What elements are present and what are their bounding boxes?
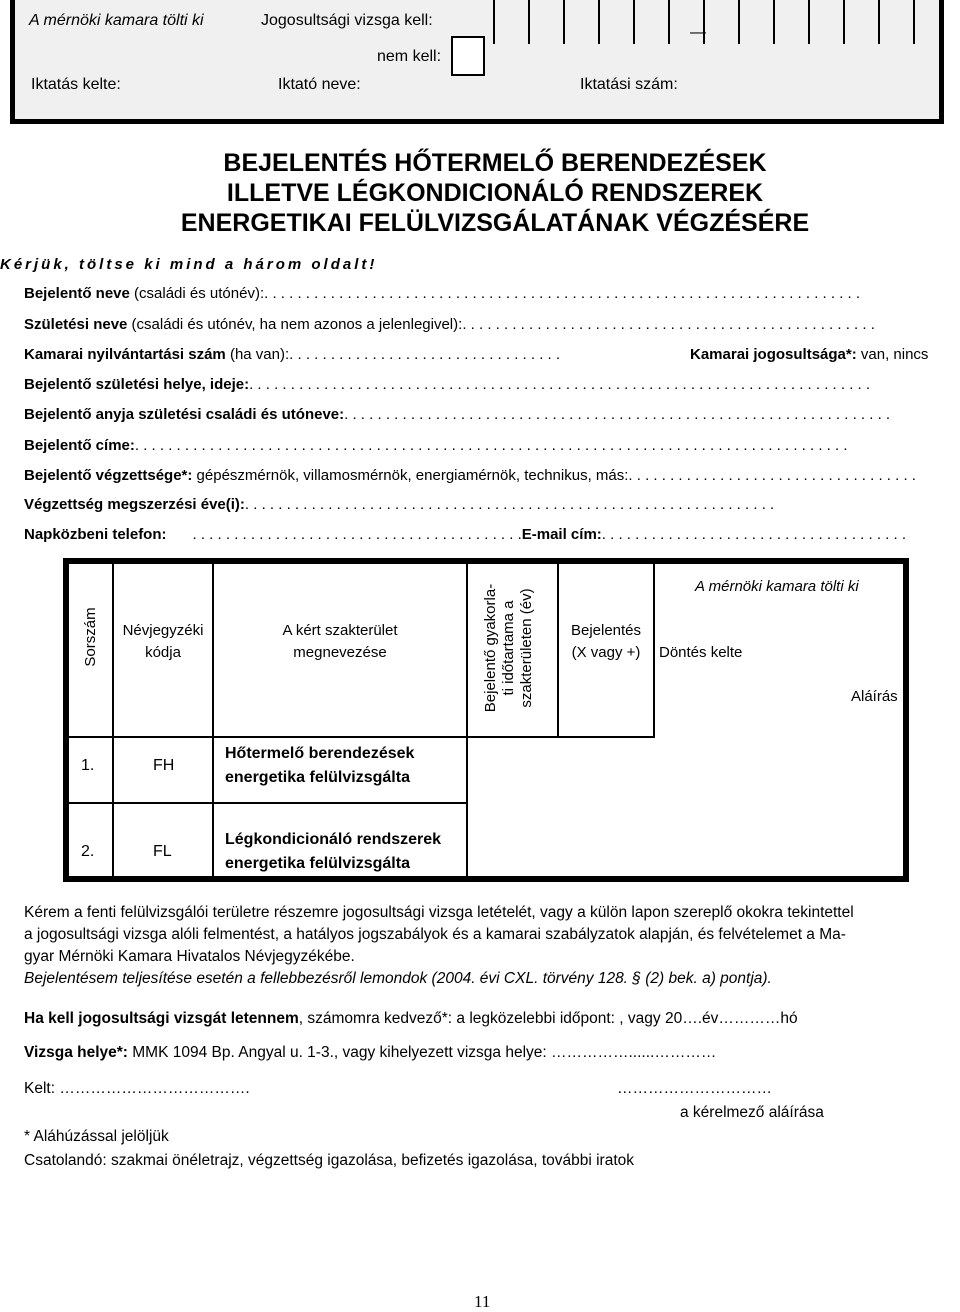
dot-leader: . . . . . . . . . . . . . . . . . . . . . . . . . . . . . . . . . . . . . . . . . . . . . . . . . . (462, 316, 875, 333)
row-1-field-name-line-2: energetika felülvizsgálta (225, 769, 410, 786)
row-2-code: FL (153, 843, 172, 860)
field-birth-name-hint: (családi és utónév, ha nem azonos a jelenlegivel): (127, 316, 463, 333)
request-line-3: gyar Mérnöki Kamara Hivatalos Névjegyzékébe. (24, 948, 355, 965)
header-application-mark (559, 620, 653, 664)
header-practice-line-2: ti időtartama a (500, 600, 517, 696)
dot-leader: . . . . . . . . . . . . . . . . . . . . . . . . . . . . . . . . . (289, 346, 561, 363)
header-dash: — (690, 24, 706, 41)
row-2-field-name-line-1: Légkondicionáló rendszerek (225, 831, 442, 848)
field-birth-name[interactable] (24, 316, 875, 333)
application-table (63, 558, 909, 882)
dot-leader: . . . . . . . . . . . . . . . . . . . . . . . . . . . . . . . . . . . . . (601, 526, 907, 543)
signature-label: a kérelmező aláírása (680, 1104, 824, 1121)
dot-leader: . . . . . . . . . . . . . . . . . . . . . . . . . . . . . . . . . . . . . . . . . . . . . . . . . . . . . . . . . . . . . . . . . . . . . . . . (264, 285, 861, 302)
dot-leader: . . . . . . . . . . . . . . . . . . . . . . . . . . . . . . . . . . . . . . . . . . . . . . . . . . . . . . . . . . . . . . . . . . . . . . . . . . . . . . . . . . . . . . (134, 437, 848, 454)
header-chamber-only: A mérnöki kamara tölti ki (695, 578, 859, 595)
header-registration-number-label: Iktatási szám: (580, 76, 678, 93)
exam-place-options: MMK 1094 Bp. Angyal u. 1-3., vagy kihelyezett vizsga helye: ……………......………… (127, 1044, 717, 1061)
footnote: * Aláhúzással jelöljük (24, 1128, 169, 1145)
table-divider (69, 736, 655, 738)
exam-place-line[interactable] (24, 1042, 944, 1064)
field-chamber-number[interactable] (24, 346, 560, 363)
header-exam-required-label: Jogosultsági vizsga kell: (261, 12, 433, 29)
header-practice-line-1: Bejelentő gyakorla- (482, 583, 499, 713)
header-code-line-2: kódja (145, 644, 181, 661)
header-application-line-1: Bejelentés (570, 622, 642, 639)
header-registration-date-label: Iktatás kelte: (31, 76, 121, 93)
field-email-label: E-mail cím: (521, 526, 602, 543)
field-address-label: Bejelentő címe: (24, 437, 135, 454)
table-divider (653, 564, 655, 738)
field-birth-place-label: Bejelentő születési helye, ideje: (24, 376, 250, 393)
registration-header-box (10, 0, 944, 124)
header-practice-years (482, 568, 542, 728)
dot-leader: . . . . . . . . . . . . . . . . . . . . . . . . . . . . . . . . . . . . . . . . (192, 526, 522, 543)
field-birth-name-label: Születési neve (24, 316, 128, 333)
row-2-number: 2. (81, 843, 95, 860)
table-divider (69, 802, 466, 804)
form-title-line-1: BEJELENTÉS HŐTERMELŐ BERENDEZÉSEK (223, 149, 767, 177)
row-2-field-name (225, 828, 441, 876)
header-not-required-label: nem kell: (377, 48, 442, 65)
field-applicant-name[interactable] (24, 285, 860, 302)
field-phone-label: Napközbeni telefon: (24, 526, 167, 543)
table-divider (212, 564, 214, 876)
row-1-field-name (225, 742, 414, 790)
field-qualification-year-label: Végzettség megszerzési éve(i): (24, 496, 245, 513)
field-chamber-number-label: Kamarai nyilvántartási szám (24, 346, 226, 363)
header-sorszam: Sorszám (82, 607, 99, 667)
header-decision-date: Döntés kelte (659, 644, 743, 661)
header-application-line-2: (X vagy +) (571, 644, 641, 661)
field-address[interactable] (24, 437, 848, 454)
header-registrar-name-label: Iktató neve: (278, 76, 361, 93)
exam-date-line[interactable] (24, 1008, 944, 1030)
field-mother-name-label: Bejelentő anyja születési családi és utóneve: (24, 406, 345, 423)
request-line-1: Kérem a fenti felülvizsgálói területre részemre jogosultsági vizsga letételét, vagy a külön lapon szereplő okokra tekintettel (24, 904, 854, 921)
form-title-line-3: ENERGETIKAI FELÜLVIZSGÁLATÁNAK VÉGZÉSÉRE (180, 209, 810, 237)
table-divider (112, 564, 114, 876)
header-kamara-label: A mérnöki kamara tölti ki (29, 12, 204, 29)
row-1-field-name-line-1: Hőtermelő berendezések (225, 745, 415, 762)
exam-code-cells[interactable] (493, 0, 948, 44)
exam-date-label: Ha kell jogosultsági vizsgát letennem (24, 1010, 299, 1027)
field-chamber-entitlement-label: Kamarai jogosultsága*: (690, 346, 857, 363)
dot-leader: . . . . . . . . . . . . . . . . . . . . . . . . . . . . . . . . . . . . . . . . . . . . . . . . . . . . . . . . . . . . . . . . . . . . . . . . . . . (249, 376, 871, 393)
row-1-code: FH (153, 757, 175, 774)
signature-line[interactable]: ………………………… (617, 1080, 772, 1097)
dot-leader: . . . . . . . . . . . . . . . . . . . . . . . . . . . . . . . . . . . . . . . . . . . . . . . . . . . . . . . . . . . . . . . . (244, 496, 775, 513)
field-applicant-name-hint: (családi és utónév): (129, 285, 265, 302)
attachments-note: Csatolandó: szakmai önéletrajz, végzettség igazolása, befizetés igazolása, további iratok (24, 1152, 635, 1169)
header-practice-line-3: szakterületen (év) (518, 588, 535, 708)
header-signature: Aláírás (851, 688, 898, 705)
field-applicant-name-label: Bejelentő neve (24, 285, 130, 302)
field-chamber-entitlement[interactable] (690, 346, 928, 363)
field-mother-name[interactable] (24, 406, 890, 423)
request-line-2: a jogosultsági vizsga alóli felmentést, a hatályos jogszabályok és a kamarai szabályzatok alapján, és felvételemet a Ma- (24, 926, 846, 943)
dot-leader: . . . . . . . . . . . . . . . . . . . . . . . . . . . . . . . . . . . (628, 467, 916, 484)
header-field-name-line-2: megnevezése (293, 644, 387, 661)
header-code (114, 620, 212, 664)
header-code-line-1: Névjegyzéki (122, 622, 204, 639)
appeal-waiver: Bejelentésem teljesítése esetén a fellebbezésről lemondok (2004. évi CXL. törvény 128. § (2) bek. a) pontja). (24, 970, 772, 987)
field-chamber-number-hint: (ha van): (225, 346, 290, 363)
fill-instruction: Kérjük, töltse ki mind a három oldalt! (0, 256, 378, 273)
field-qualification-label: Bejelentő végzettsége*: (24, 467, 193, 484)
header-field-name (214, 620, 466, 664)
field-qualification-year[interactable] (24, 496, 774, 513)
field-birth-place[interactable] (24, 376, 870, 393)
not-required-checkbox[interactable] (451, 36, 485, 76)
field-qualification-options: gépészmérnök, villamosmérnök, energiamérnök, technikus, más: (192, 467, 629, 484)
field-chamber-entitlement-options: van, nincs (856, 346, 929, 363)
page-number: 11 (474, 1292, 491, 1311)
field-qualification[interactable] (24, 467, 916, 484)
row-2-field-name-line-2: energetika felülvizsgálta (225, 855, 410, 872)
dot-leader: . . . . . . . . . . . . . . . . . . . . . . . . . . . . . . . . . . . . . . . . . . . . . . . . . . . . . . . . . . . . . . . . . . (344, 406, 891, 423)
header-field-name-line-1: A kért szakterület (282, 622, 398, 639)
request-paragraph (24, 902, 944, 990)
date-field[interactable]: Kelt: ………………………………. (24, 1080, 250, 1097)
exam-place-label: Vizsga helye*: (24, 1044, 128, 1061)
table-divider (466, 564, 468, 876)
exam-date-options: , számomra kedvező*: a legközelebbi időpont: , vagy 20….év…………hó (298, 1010, 798, 1027)
field-phone[interactable] (24, 526, 906, 543)
form-title-line-2: ILLETVE LÉGKONDICIONÁLÓ RENDSZEREK (226, 179, 764, 207)
row-1-number: 1. (81, 757, 95, 774)
